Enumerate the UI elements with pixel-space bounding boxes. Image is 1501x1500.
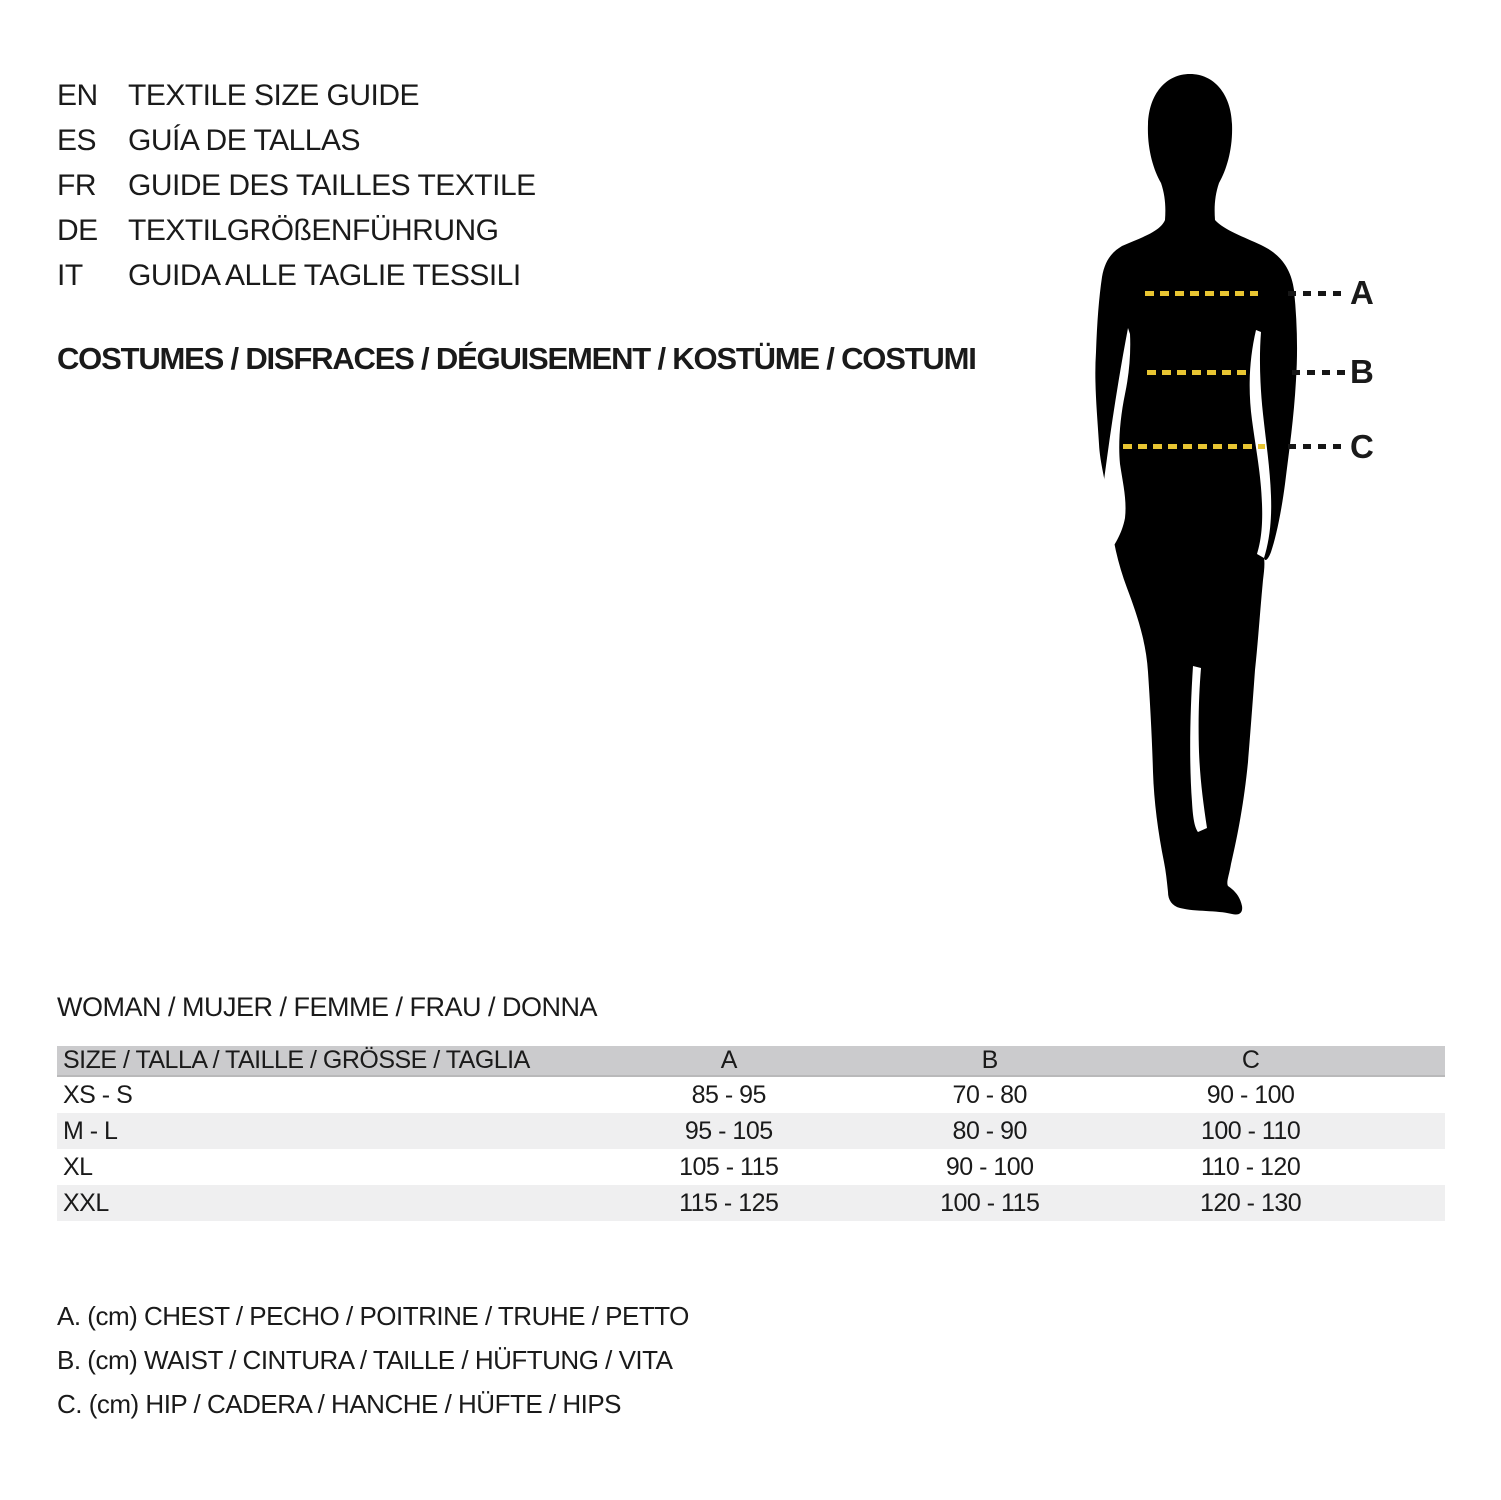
lang-row-de <box>57 208 536 253</box>
woman-silhouette-figure <box>1068 72 1308 917</box>
lang-label: GUIDE DES TAILLES TEXTILE <box>128 169 536 202</box>
table-row-xxl <box>57 1185 1445 1221</box>
chest-cell: 95 - 105 <box>598 1113 859 1149</box>
table-row-xl <box>57 1149 1445 1185</box>
hip-line-black-dash <box>1288 444 1346 449</box>
size-table-header-row <box>57 1046 1445 1076</box>
hip-cell: 100 - 110 <box>1120 1113 1445 1149</box>
chest-cell: 115 - 125 <box>598 1185 859 1221</box>
size-cell: XS - S <box>63 1080 133 1109</box>
table-row-xs-s <box>57 1076 1445 1113</box>
lang-label: TEXTILE SIZE GUIDE <box>128 79 420 112</box>
legend-hip: C. (cm) HIP / CADERA / HANCHE / HÜFTE / HIPS <box>57 1389 622 1419</box>
size-cell: XL <box>63 1152 93 1181</box>
column-header-b: B <box>859 1046 1120 1076</box>
lang-row-it <box>57 253 536 298</box>
legend-waist: B. (cm) WAIST / CINTURA / TAILLE / HÜFTUNG / VITA <box>57 1345 673 1375</box>
column-header-a: A <box>598 1046 859 1076</box>
measure-label-b: B <box>1350 353 1374 390</box>
lang-label: GUIDA ALLE TAGLIE TESSILI <box>128 259 521 292</box>
column-header-size: SIZE / TALLA / TAILLE / GRÖSSE / TAGLIA <box>57 1046 598 1076</box>
size-table <box>57 1046 1445 1221</box>
waist-cell: 70 - 80 <box>952 1080 1027 1109</box>
lang-row-fr <box>57 163 536 208</box>
chest-line-black-dash <box>1288 291 1346 296</box>
hip-cell: 120 - 130 <box>1120 1185 1445 1221</box>
lang-code: ES <box>57 124 97 157</box>
waist-line-yellow-dash <box>1147 370 1252 375</box>
lang-code: DE <box>57 214 98 247</box>
hip-cell: 90 - 100 <box>1206 1080 1295 1109</box>
chest-line-yellow-dash <box>1145 291 1258 296</box>
measure-label-a: A <box>1350 274 1374 311</box>
table-row-m-l <box>57 1113 1445 1149</box>
category-heading: COSTUMES / DISFRACES / DÉGUISEMENT / KOSTÜME / COSTUMI <box>57 341 976 376</box>
measurement-legend <box>57 1294 689 1426</box>
language-guide-list <box>57 73 536 298</box>
measure-label-c: C <box>1350 428 1374 465</box>
waist-cell: 100 - 115 <box>859 1185 1120 1221</box>
chest-cell: 105 - 115 <box>679 1152 779 1181</box>
waist-line-black-dash <box>1292 370 1346 375</box>
lang-code: FR <box>57 169 96 202</box>
legend-chest: A. (cm) CHEST / PECHO / POITRINE / TRUHE / PETTO <box>57 1301 689 1331</box>
lang-row-en <box>57 73 536 118</box>
size-cell: M - L <box>57 1113 598 1149</box>
hip-line-yellow-dash <box>1123 444 1265 449</box>
lang-code: IT <box>57 259 83 292</box>
chest-cell: 85 - 95 <box>691 1080 766 1109</box>
lang-label: GUÍA DE TALLAS <box>128 124 360 157</box>
lang-label: TEXTILGRÖßENFÜHRUNG <box>128 214 499 247</box>
lang-code: EN <box>57 79 98 112</box>
lang-row-es <box>57 118 536 163</box>
waist-cell: 80 - 90 <box>859 1113 1120 1149</box>
column-header-c: C <box>1120 1046 1445 1076</box>
waist-cell: 90 - 100 <box>945 1152 1034 1181</box>
hip-cell: 110 - 120 <box>1200 1152 1301 1181</box>
size-table-title: WOMAN / MUJER / FEMME / FRAU / DONNA <box>57 992 597 1022</box>
size-cell: XXL <box>57 1185 598 1221</box>
